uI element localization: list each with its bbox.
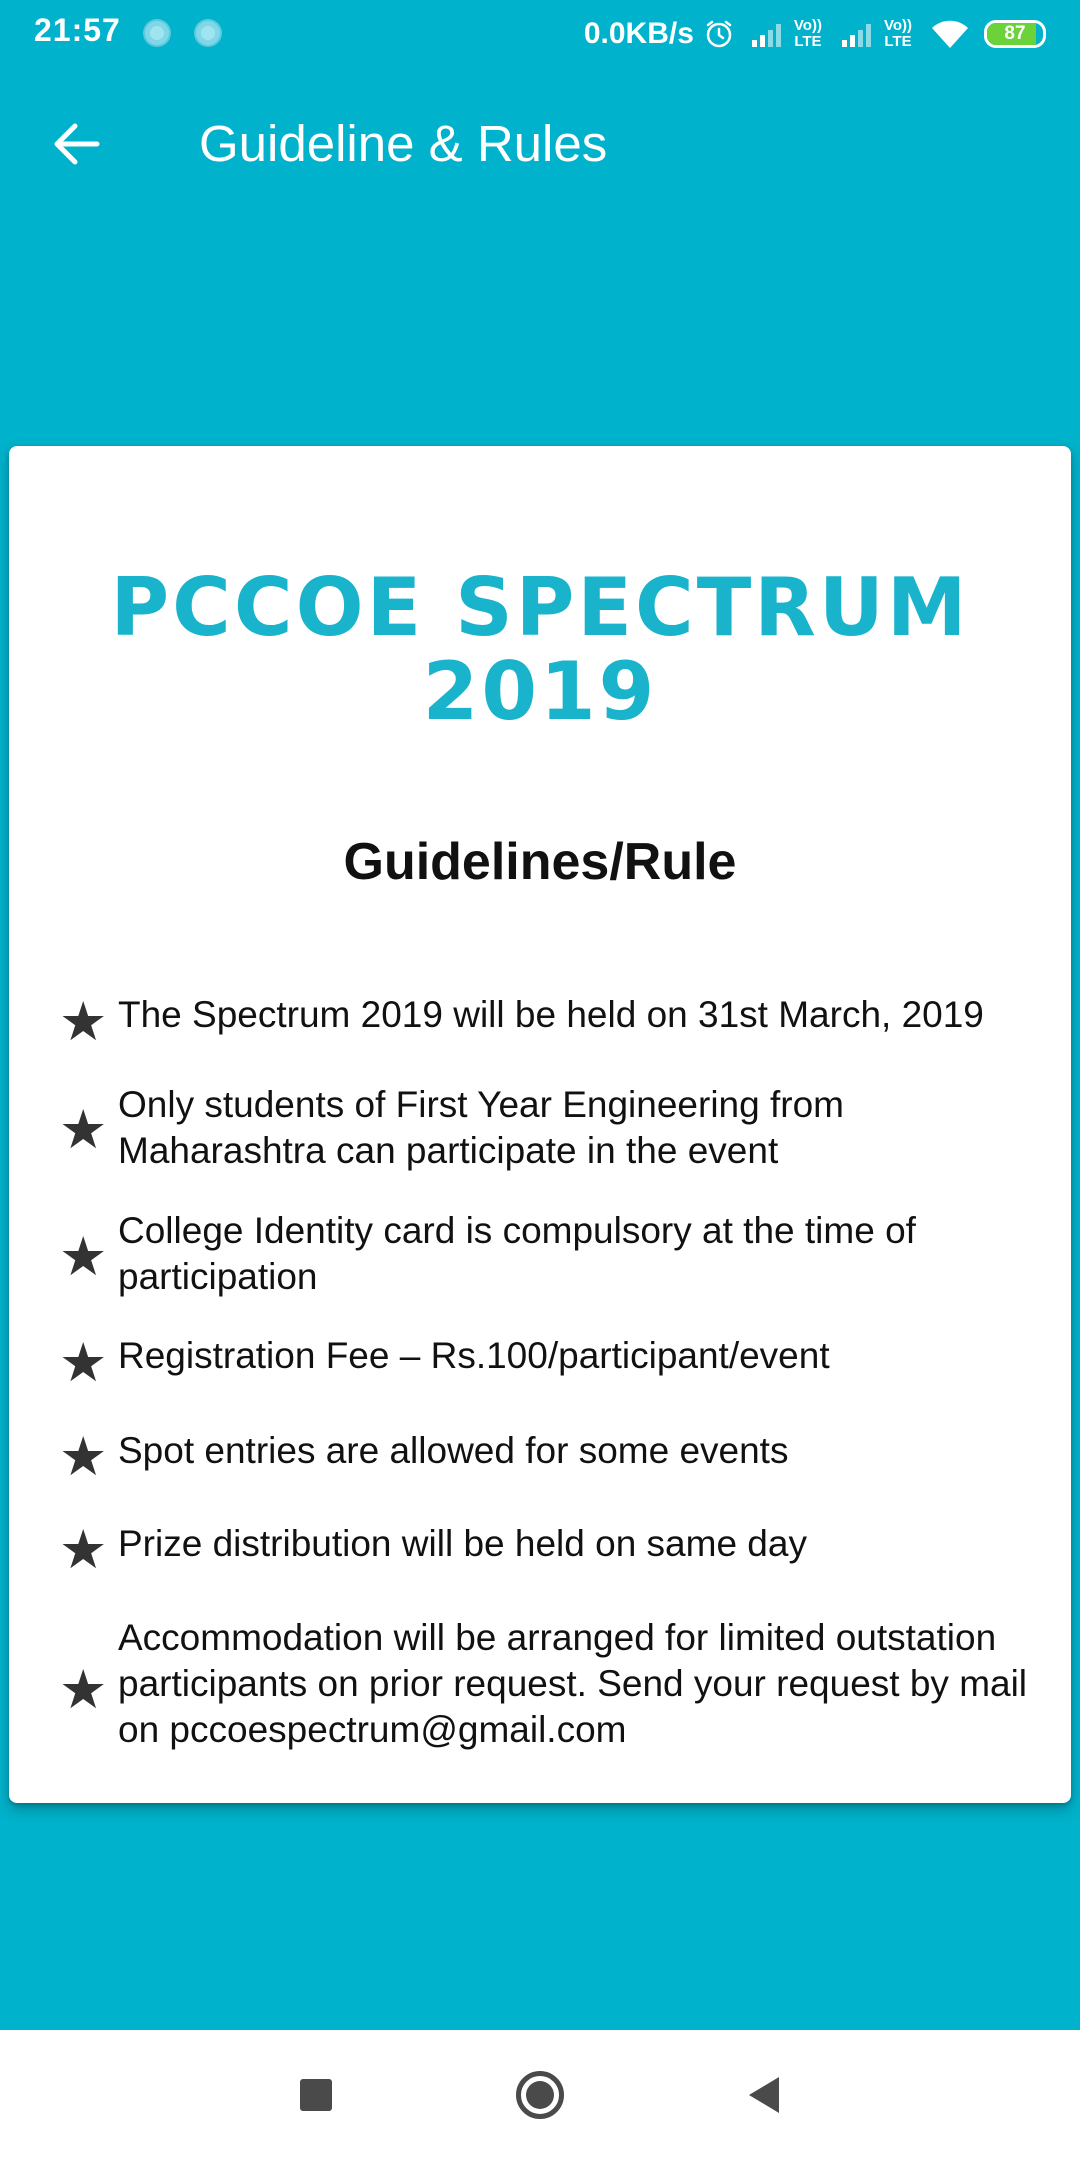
rule-text: Only students of First Year Engineering from Maharashtra can participate in the event xyxy=(118,1084,844,1171)
star-icon: ★ xyxy=(59,1520,108,1580)
signal-icon xyxy=(840,20,876,48)
page-title: Guideline & Rules xyxy=(199,115,608,172)
star-icon: ★ xyxy=(59,1427,108,1487)
back-icon xyxy=(749,2077,779,2113)
rule-text: Spot entries are allowed for some events xyxy=(118,1430,789,1471)
navigation-bar xyxy=(0,2030,1080,2160)
recents-button[interactable] xyxy=(286,2065,346,2125)
star-icon: ★ xyxy=(59,1333,108,1393)
volte-icon xyxy=(884,18,912,50)
home-button[interactable] xyxy=(510,2065,570,2125)
home-icon xyxy=(516,2071,564,2119)
battery-icon xyxy=(984,20,1046,48)
signal-icon xyxy=(750,20,786,48)
star-icon: ★ xyxy=(59,1100,108,1160)
recents-icon xyxy=(300,2079,332,2111)
rule-text: The Spectrum 2019 will be held on 31st March, 2019 xyxy=(118,994,984,1035)
volte-label-bottom: LTE xyxy=(794,33,822,50)
rule-text: Registration Fee – Rs.100/participant/event xyxy=(118,1335,830,1376)
back-button[interactable] xyxy=(40,112,114,176)
network-speed: 0.0KB/s xyxy=(583,17,694,50)
app-bar xyxy=(0,66,1080,222)
volte-label-top: Vo)) xyxy=(793,17,822,34)
arrow-left-icon xyxy=(53,122,101,166)
status-icons xyxy=(584,12,1046,56)
guidelines-heading: Guidelines/Rule xyxy=(343,833,737,891)
nav-back-button[interactable] xyxy=(734,2065,794,2125)
rule-text: Prize distribution will be held on same day xyxy=(118,1523,807,1564)
wifi-icon xyxy=(930,18,970,50)
volte-label-bottom: LTE xyxy=(884,33,912,50)
status-bar xyxy=(0,0,1080,66)
event-title-line-2: 2019 xyxy=(422,645,658,738)
status-time: 21:57 xyxy=(34,12,121,48)
rule-text: College Identity card is compulsory at the time of participation xyxy=(118,1210,916,1297)
event-title-line-1: PCCOE SPECTRUM xyxy=(110,561,970,654)
star-icon: ★ xyxy=(59,1227,108,1287)
rule-text: Accommodation will be arranged for limited outstation participants on prior request. Send your request by mail on pccoespectrum@gmail.com xyxy=(118,1617,1028,1750)
event-title xyxy=(9,561,1071,738)
notification-dot-icon xyxy=(194,19,222,47)
volte-label-top: Vo)) xyxy=(883,17,912,34)
star-icon: ★ xyxy=(59,1660,108,1720)
guidelines-card xyxy=(9,446,1071,1803)
volte-icon xyxy=(794,18,822,50)
battery-percentage: 87 xyxy=(1004,23,1026,44)
notification-dot-icon xyxy=(143,19,171,47)
alarm-icon xyxy=(704,19,734,49)
star-icon: ★ xyxy=(59,992,108,1052)
